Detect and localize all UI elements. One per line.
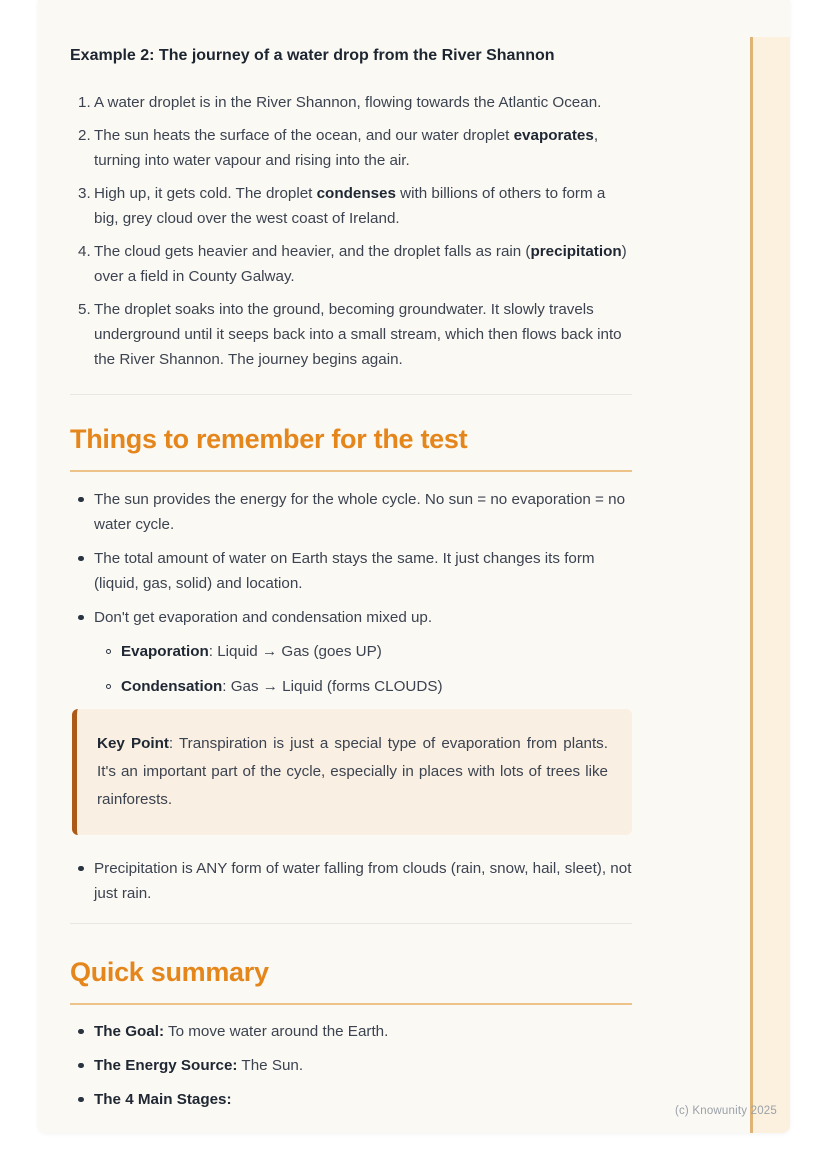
nested-bullet-list xyxy=(70,639,632,699)
bullet-item xyxy=(70,1053,632,1078)
item-number: 5. xyxy=(78,301,91,318)
key-point-callout: Key Point: Transpiration is just a special type of evaporation from plants. It's an important part of the cycle, especially in places with lots of trees like rainforests. xyxy=(72,709,632,835)
numbered-item xyxy=(70,123,632,173)
bullet-text: Don't get evaporation and condensation mixed up. xyxy=(94,609,433,626)
item-number: 2. xyxy=(78,127,91,144)
bullet-text: The total amount of water on Earth stays the same. It just changes its form (liquid, gas, solid) and location. xyxy=(94,550,595,592)
document-page xyxy=(38,0,790,1133)
bullet-disc-icon xyxy=(78,1053,94,1078)
section-divider xyxy=(70,923,632,924)
page-content xyxy=(70,0,632,1112)
item-text: High up, it gets cold. The droplet condenses with billions of others to form a big, grey cloud over the west coast of Ireland. xyxy=(94,185,606,227)
bullet-item xyxy=(70,1087,632,1112)
bullet-text: The sun provides the energy for the whole cycle. No sun = no evaporation = no water cycle. xyxy=(94,491,626,533)
bullet-disc-icon xyxy=(78,1019,94,1044)
bullet-item xyxy=(70,856,632,906)
remember-bullet-list xyxy=(70,487,632,699)
copyright-watermark: (c) Knowunity 2025 xyxy=(674,1105,777,1117)
item-number: 4. xyxy=(78,243,91,260)
item-number: 1. xyxy=(78,94,91,111)
bullet-item xyxy=(70,487,632,537)
bullet-text: The Goal: To move water around the Earth. xyxy=(94,1023,389,1040)
summary-bullet-list xyxy=(70,1019,632,1112)
bullet-item xyxy=(70,546,632,596)
item-text: The cloud gets heavier and heavier, and the droplet falls as rain (precipitation) over a field in County Galway. xyxy=(94,243,627,285)
bullet-item xyxy=(70,605,632,630)
item-text: A water droplet is in the River Shannon, flowing towards the Atlantic Ocean. xyxy=(94,94,602,111)
bullet-text: Precipitation is ANY form of water falling from clouds (rain, snow, hail, sleet), not just rain. xyxy=(94,860,632,902)
page-edge-strip xyxy=(750,37,790,1133)
numbered-list xyxy=(70,90,632,372)
bullet-disc-icon xyxy=(78,1087,94,1112)
bullet-disc-icon xyxy=(78,546,94,596)
section-divider xyxy=(70,394,632,395)
bullet-text: The 4 Main Stages: xyxy=(94,1091,232,1108)
numbered-item xyxy=(70,181,632,231)
item-text: The droplet soaks into the ground, becoming groundwater. It slowly travels underground until it seeps back into a small stream, which then flows back into the River Shannon. The journey begins again. xyxy=(94,301,622,368)
bullet-circle-icon xyxy=(106,674,121,699)
section-title-summary: Quick summary xyxy=(70,954,632,1005)
bullet-text: Evaporation: Liquid → Gas (goes UP) xyxy=(121,643,382,660)
bullet-text: The Energy Source: The Sun. xyxy=(94,1057,304,1074)
bullet-disc-icon xyxy=(78,605,94,630)
bullet-text: Condensation: Gas → Liquid (forms CLOUDS) xyxy=(121,678,443,695)
item-text: The sun heats the surface of the ocean, and our water droplet evaporates, turning into water vapour and rising into the air. xyxy=(94,127,599,169)
bullet-disc-icon xyxy=(78,487,94,537)
nested-bullet-item xyxy=(70,639,632,664)
bullet-disc-icon xyxy=(78,856,94,906)
numbered-item xyxy=(70,239,632,289)
numbered-item xyxy=(70,90,632,115)
numbered-item xyxy=(70,297,632,372)
nested-bullet-item xyxy=(70,674,632,699)
bullet-circle-icon xyxy=(106,639,121,664)
bullet-item xyxy=(70,1019,632,1044)
example-heading: Example 2: The journey of a water drop from the River Shannon xyxy=(70,47,555,64)
section-title-remember: Things to remember for the test xyxy=(70,421,632,472)
item-number: 3. xyxy=(78,185,91,202)
